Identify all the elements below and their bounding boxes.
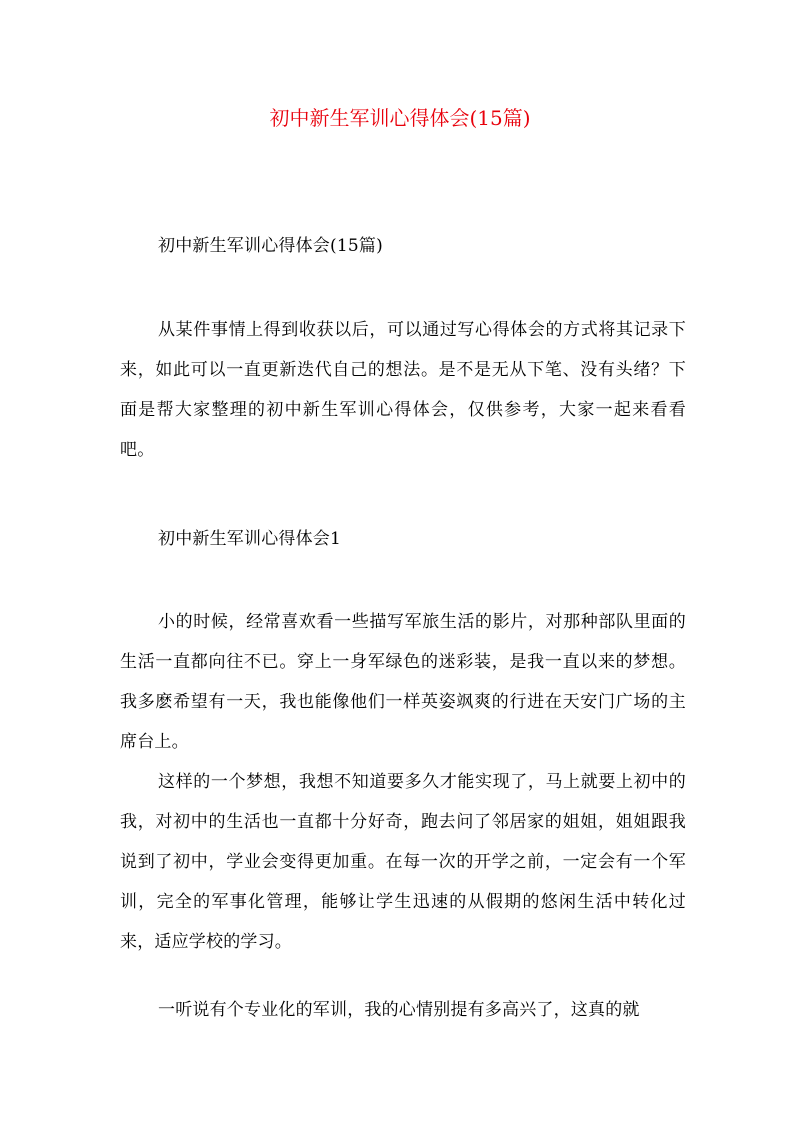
document-subtitle: 初中新生军训心得体会(15篇): [158, 236, 383, 256]
page-title: 初中新生军训心得体会(15篇): [269, 106, 531, 130]
intro-paragraph: 从某件事情上得到收获以后，可以通过写心得体会的方式将其记录下来，如此可以一直更新迭代自己的想法。是不是无从下笔、没有头绪？下面是帮大家整理的初中新生军训心得体会，仅供参考，大家一起来看看吧。: [120, 320, 686, 460]
body-paragraph-3: 一听说有个专业化的军训，我的心情别提有多高兴了，这真的就: [158, 1000, 640, 1020]
body-paragraph-2: 这样的一个梦想，我想不知道要多久才能实现了，马上就要上初中的我，对初中的生活也一直都十分好奇，跑去问了邻居家的姐姐，姐姐跟我说到了初中，学业会变得更加重。在每一次的开学之前，一定会有一个军训，完全的军事化管理，能够让学生迅速的从假期的悠闲生活中转化过来，适应学校的学习。: [120, 772, 686, 952]
body-paragraph-1: 小的时候，经常喜欢看一些描写军旅生活的影片，对那种部队里面的生活一直都向往不已。穿上一身军绿色的迷彩装，是我一直以来的梦想。我多麽希望有一天，我也能像他们一样英姿飒爽的行进在天安门广场的主席台上。: [120, 612, 686, 752]
section-heading: 初中新生军训心得体会1: [158, 529, 342, 549]
